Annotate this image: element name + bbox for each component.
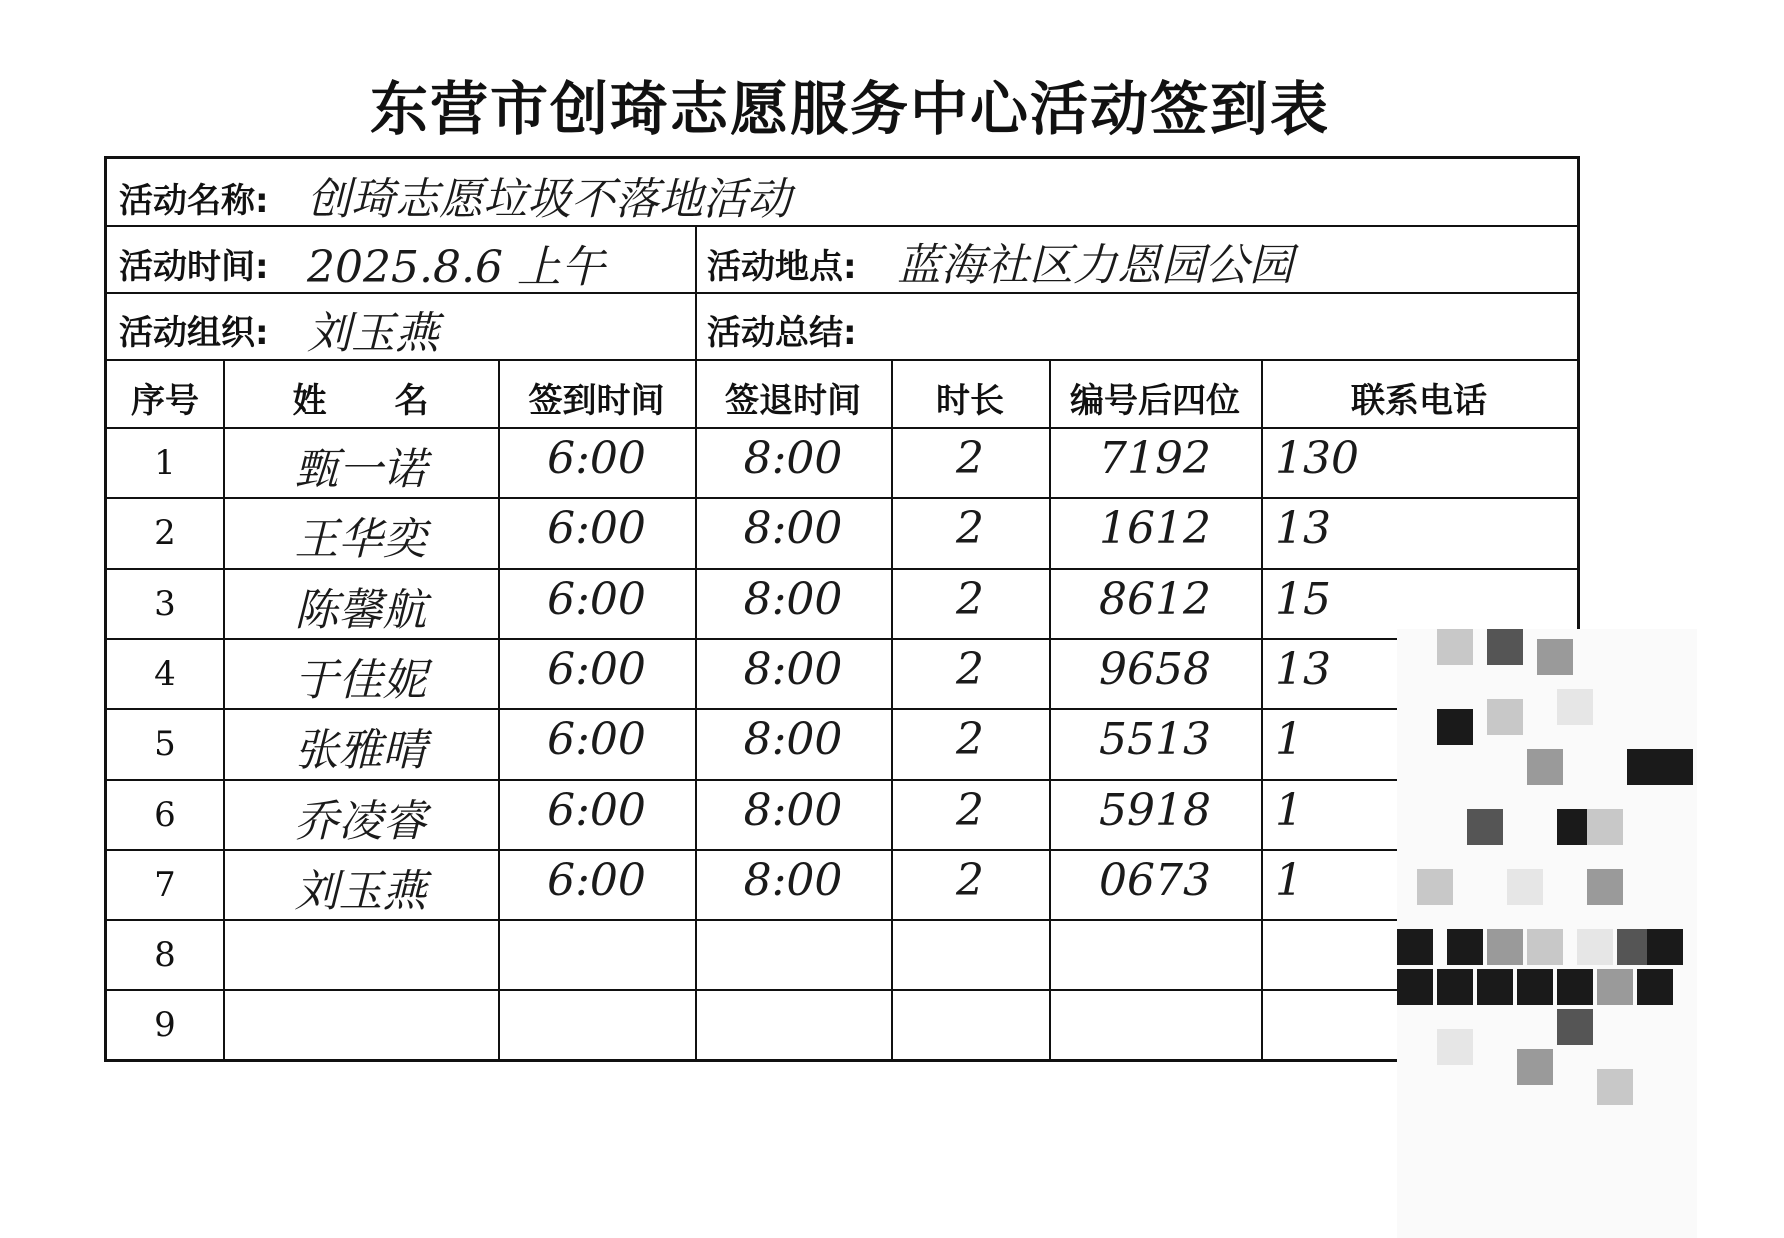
- redaction-pixel: [1527, 749, 1563, 785]
- redaction-pixel: [1487, 699, 1523, 735]
- cell-phone: 1: [1275, 784, 1303, 836]
- activity-time-label: 活动时间:: [119, 247, 269, 287]
- redaction-pixel: [1557, 689, 1593, 725]
- redaction-pixel: [1597, 969, 1633, 1005]
- table-row: [107, 919, 1577, 989]
- activity-org-label: 活动组织:: [119, 313, 269, 353]
- redaction-pixel: [1557, 969, 1593, 1005]
- activity-name-value: 创琦志愿垃圾不落地活动: [307, 174, 791, 225]
- cell-checkin-time: 6:00: [547, 714, 646, 766]
- cell-checkin-time: 6:00: [547, 503, 646, 555]
- cell-checkout-time: 8:00: [743, 784, 843, 836]
- redaction-pixel: [1437, 709, 1473, 745]
- activity-name-label: 活动名称:: [119, 181, 269, 221]
- cell-seq: 5: [154, 724, 176, 765]
- cell-name: 刘玉燕: [294, 865, 427, 917]
- header-name: 姓 名: [292, 381, 429, 421]
- cell-seq: 9: [154, 1005, 176, 1046]
- cell-id-last4: 1612: [1099, 503, 1211, 555]
- divider: [107, 292, 1577, 294]
- cell-name: 王华奕: [294, 514, 427, 566]
- redaction-pixel: [1587, 809, 1623, 845]
- cell-duration: 2: [956, 573, 984, 625]
- cell-duration: 2: [956, 643, 984, 695]
- divider: [107, 359, 1577, 361]
- cell-phone: 13: [1275, 643, 1331, 695]
- cell-name: 乔凌睿: [294, 795, 427, 847]
- redaction-pixel: [1437, 629, 1473, 665]
- cell-id-last4: 5513: [1099, 714, 1211, 766]
- activity-place-label: 活动地点:: [707, 247, 857, 287]
- redaction-pixel: [1487, 629, 1523, 665]
- cell-checkout-time: 8:00: [743, 433, 843, 484]
- cell-name: 陈馨航: [294, 584, 427, 636]
- cell-checkout-time: 8:00: [743, 714, 843, 766]
- cell-checkin-time: 6:00: [547, 433, 646, 484]
- redaction-pixel: [1657, 749, 1693, 785]
- cell-name: 甄一诺: [294, 444, 427, 495]
- sheet-title: 东营市创琦志愿服务中心活动签到表: [369, 75, 1330, 143]
- cell-checkin-time: 6:00: [547, 643, 646, 695]
- cell-name: 于佳妮: [294, 654, 427, 706]
- redaction-pixel: [1417, 869, 1453, 905]
- redaction-pixel: [1437, 1029, 1473, 1065]
- divider: [107, 225, 1577, 227]
- cell-phone: 15: [1275, 573, 1331, 625]
- cell-phone: 1: [1275, 714, 1303, 766]
- redaction-pixel: [1397, 969, 1433, 1005]
- table-row: [107, 989, 1577, 1059]
- cell-seq: 2: [154, 513, 176, 554]
- redaction-pixel: [1537, 639, 1573, 675]
- redaction-pixel: [1517, 969, 1553, 1005]
- redaction-pixel: [1467, 809, 1503, 845]
- cell-duration: 2: [956, 854, 984, 906]
- cell-phone: 130: [1275, 433, 1359, 484]
- redaction-pixel: [1397, 929, 1433, 965]
- cell-duration: 2: [956, 503, 984, 555]
- redacted-phone-area: [1397, 629, 1697, 1238]
- cell-checkout-time: 8:00: [743, 503, 843, 555]
- cell-seq: 7: [154, 864, 176, 905]
- cell-seq: 1: [154, 443, 176, 483]
- cell-phone: 13: [1275, 503, 1331, 555]
- header-phone: 联系电话: [1351, 381, 1487, 421]
- cell-id-last4: 5918: [1099, 784, 1211, 836]
- redaction-pixel: [1597, 1069, 1633, 1105]
- signin-sheet: [104, 156, 1580, 1062]
- redaction-pixel: [1487, 929, 1523, 965]
- cell-name: 张雅晴: [294, 725, 427, 777]
- redaction-pixel: [1577, 929, 1613, 965]
- redaction-pixel: [1527, 929, 1563, 965]
- cell-checkout-time: 8:00: [743, 573, 843, 625]
- cell-seq: 4: [154, 653, 176, 694]
- activity-org-value: 刘玉燕: [307, 308, 439, 359]
- cell-phone: 1: [1275, 854, 1303, 906]
- redaction-pixel: [1477, 969, 1513, 1005]
- redaction-pixel: [1447, 929, 1483, 965]
- cell-checkin-time: 6:00: [547, 854, 646, 906]
- header-duration: 时长: [936, 381, 1004, 421]
- redaction-pixel: [1557, 1009, 1593, 1045]
- redaction-pixel: [1647, 929, 1683, 965]
- cell-seq: 8: [154, 935, 176, 976]
- cell-duration: 2: [956, 433, 984, 484]
- cell-seq: 6: [154, 794, 176, 835]
- cell-id-last4: 9658: [1099, 643, 1211, 695]
- redaction-pixel: [1507, 869, 1543, 905]
- header-id-last4: 编号后四位: [1070, 381, 1240, 421]
- cell-duration: 2: [956, 714, 984, 766]
- cell-seq: 3: [154, 583, 176, 624]
- activity-time-value: 2025.8.6 上午: [307, 242, 605, 293]
- redaction-pixel: [1637, 969, 1673, 1005]
- cell-checkout-time: 8:00: [743, 854, 843, 906]
- redaction-pixel: [1437, 969, 1473, 1005]
- header-checkin-time: 签到时间: [528, 381, 665, 421]
- cell-checkin-time: 6:00: [547, 573, 646, 625]
- cell-checkin-time: 6:00: [547, 784, 646, 836]
- cell-checkout-time: 8:00: [743, 643, 843, 695]
- header-seq: 序号: [131, 381, 199, 421]
- cell-id-last4: 8612: [1099, 573, 1211, 625]
- header-checkout-time: 签退时间: [725, 381, 861, 421]
- cell-duration: 2: [956, 784, 984, 836]
- redaction-pixel: [1587, 869, 1623, 905]
- cell-id-last4: 7192: [1099, 433, 1211, 484]
- cell-id-last4: 0673: [1099, 854, 1211, 906]
- redaction-pixel: [1517, 1049, 1553, 1085]
- activity-place-value: 蓝海社区力恩园公园: [897, 240, 1293, 291]
- activity-summary-label: 活动总结:: [707, 313, 857, 353]
